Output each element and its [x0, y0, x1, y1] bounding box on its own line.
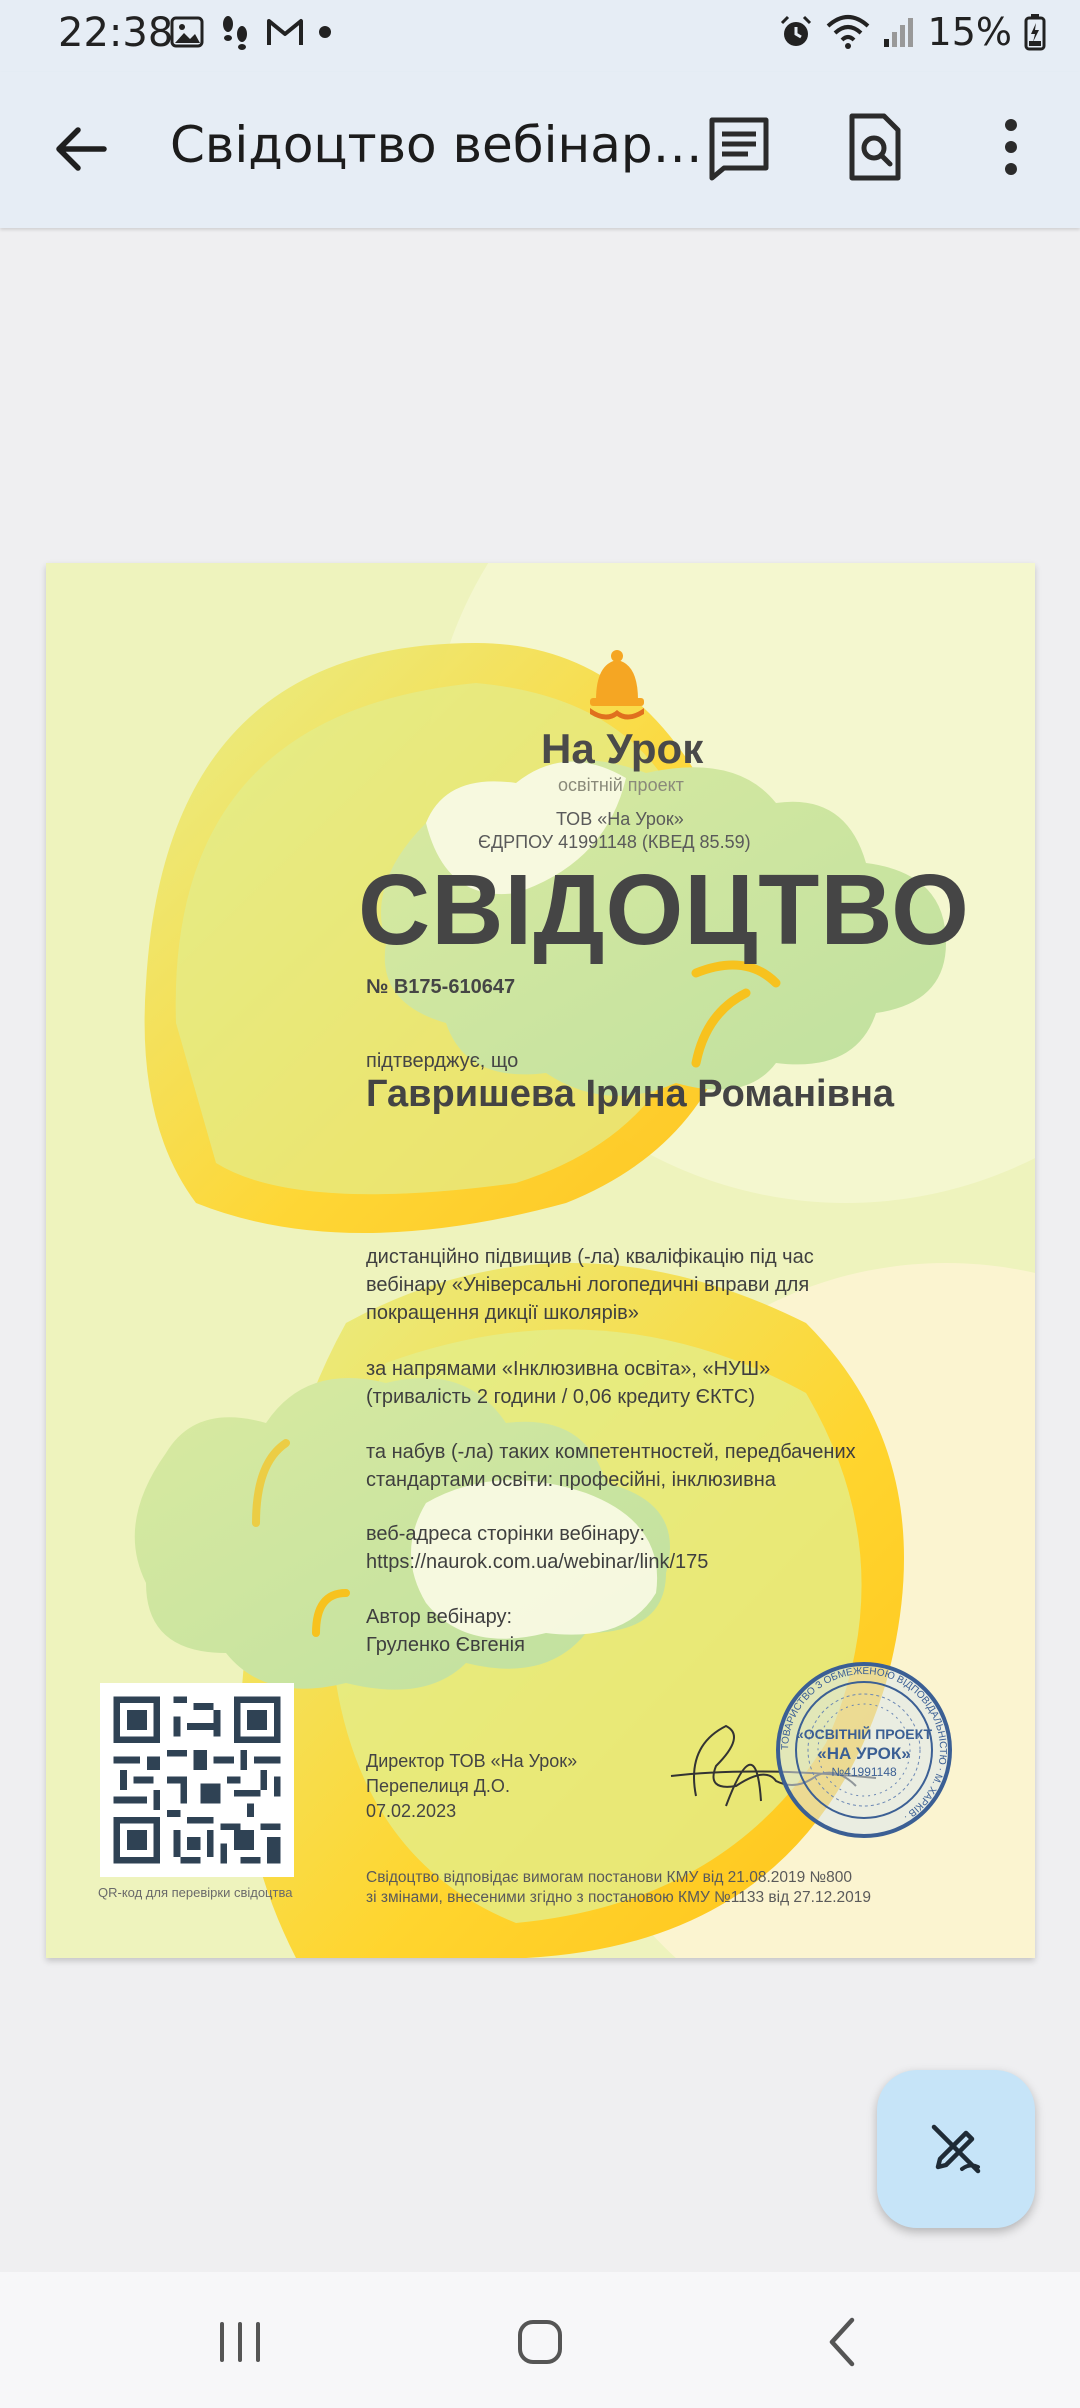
- stamp-ring-text: ТОВАРИСТВО З ОБМЕЖЕНОЮ ВІДПОВІДАЛЬНІСТЮ · М. ХАРКІВ ·: [779, 1665, 949, 1823]
- confirms-label: підтверджує, що: [366, 1050, 519, 1072]
- alarm-icon: [778, 14, 814, 50]
- certificate-title: СВІДОЦТВО: [358, 854, 970, 966]
- author-block: Автор вебінару: Груленко Євгенія: [366, 1603, 525, 1659]
- back-arrow-icon[interactable]: [48, 117, 112, 181]
- recent-apps-icon[interactable]: [208, 2310, 272, 2374]
- battery-charging-icon: [1024, 13, 1046, 51]
- directions-text: за напрямами «Інклюзивна освіта», «НУШ» (тривалість 2 години / 0,06 кредиту ЄКТС): [366, 1358, 771, 1408]
- status-bar: [0, 0, 1080, 72]
- document-title: Свідоцтво вебінар…: [170, 116, 703, 174]
- verification-qr-code: [100, 1683, 294, 1877]
- legal-notice: Свідоцтво відповідає вимогам постанови КМУ від 21.08.2019 №800 зі змінами, внесеними згідно з постановою КМУ №1133 від 27.12.2019: [366, 1869, 872, 1906]
- stamp-line-1: «ОСВІТНІЙ ПРОЕКТ: [795, 1726, 933, 1742]
- signal-icon: [882, 15, 916, 49]
- brand-name: На Урок: [541, 725, 704, 772]
- company-stamp: [773, 1659, 955, 1841]
- issue-date: 07.02.2023: [366, 1801, 457, 1821]
- brand-subtitle: освітній проект: [558, 775, 684, 795]
- webinar-url-link[interactable]: https://naurok.com.ua/webinar/link/175: [366, 1551, 709, 1573]
- company-edrpou: ЄДРПОУ 41991148 (КВЕД 85.59): [478, 832, 751, 852]
- dot-icon: [318, 25, 332, 39]
- webinar-url-block: веб-адреса сторінки вебінару: https://naurok.com.ua/webinar/link/175: [366, 1520, 708, 1576]
- bell-logo-icon: [586, 648, 648, 724]
- footsteps-icon: [218, 14, 252, 50]
- app-bar: [0, 72, 1080, 228]
- more-vert-icon[interactable]: [976, 112, 1046, 182]
- battery-percent: 15%: [927, 10, 1012, 54]
- annotate-fab-button[interactable]: [877, 2070, 1035, 2228]
- gmail-icon: [266, 17, 304, 47]
- director-block: Директор ТОВ «На Урок» Перепелиця Д.О. 07.02.2023: [366, 1749, 577, 1824]
- author-name: Груленко Євгенія: [366, 1634, 525, 1656]
- edit-pen-icon: [926, 2119, 986, 2179]
- stamp-line-2: «НА УРОК»: [817, 1744, 911, 1763]
- qr-code-icon: [100, 1683, 294, 1877]
- stamp-line-3: №41991148: [831, 1765, 897, 1779]
- find-in-page-icon[interactable]: [840, 112, 910, 182]
- notification-icons: [170, 14, 332, 50]
- recipient-name: Гавришева Ірина Романівна: [366, 1073, 895, 1115]
- competencies-text: та набув (-ла) таких компетентностей, передбачених стандартами освіти: професійні, інклюзивна: [366, 1441, 856, 1491]
- company-name: ТОВ «На Урок»: [556, 809, 684, 829]
- back-icon[interactable]: [812, 2310, 876, 2374]
- qualification-text: дистанційно підвищив (-ла) кваліфікацію під час вебінару «Універсальні логопедичні вправи для покращення дикції школярів»: [366, 1246, 814, 1324]
- system-icons: [778, 10, 1046, 54]
- wifi-icon: [826, 14, 870, 50]
- system-navigation-bar: [0, 2272, 1080, 2408]
- home-icon[interactable]: [508, 2310, 572, 2374]
- qr-caption: QR-код для перевірки свідоцтва: [98, 1885, 293, 1900]
- certificate-page[interactable]: [46, 563, 1035, 1958]
- comment-icon[interactable]: [704, 112, 774, 182]
- gallery-icon: [170, 15, 204, 49]
- certificate-number: № В175-610647: [366, 976, 516, 998]
- status-time: 22:38: [58, 10, 174, 56]
